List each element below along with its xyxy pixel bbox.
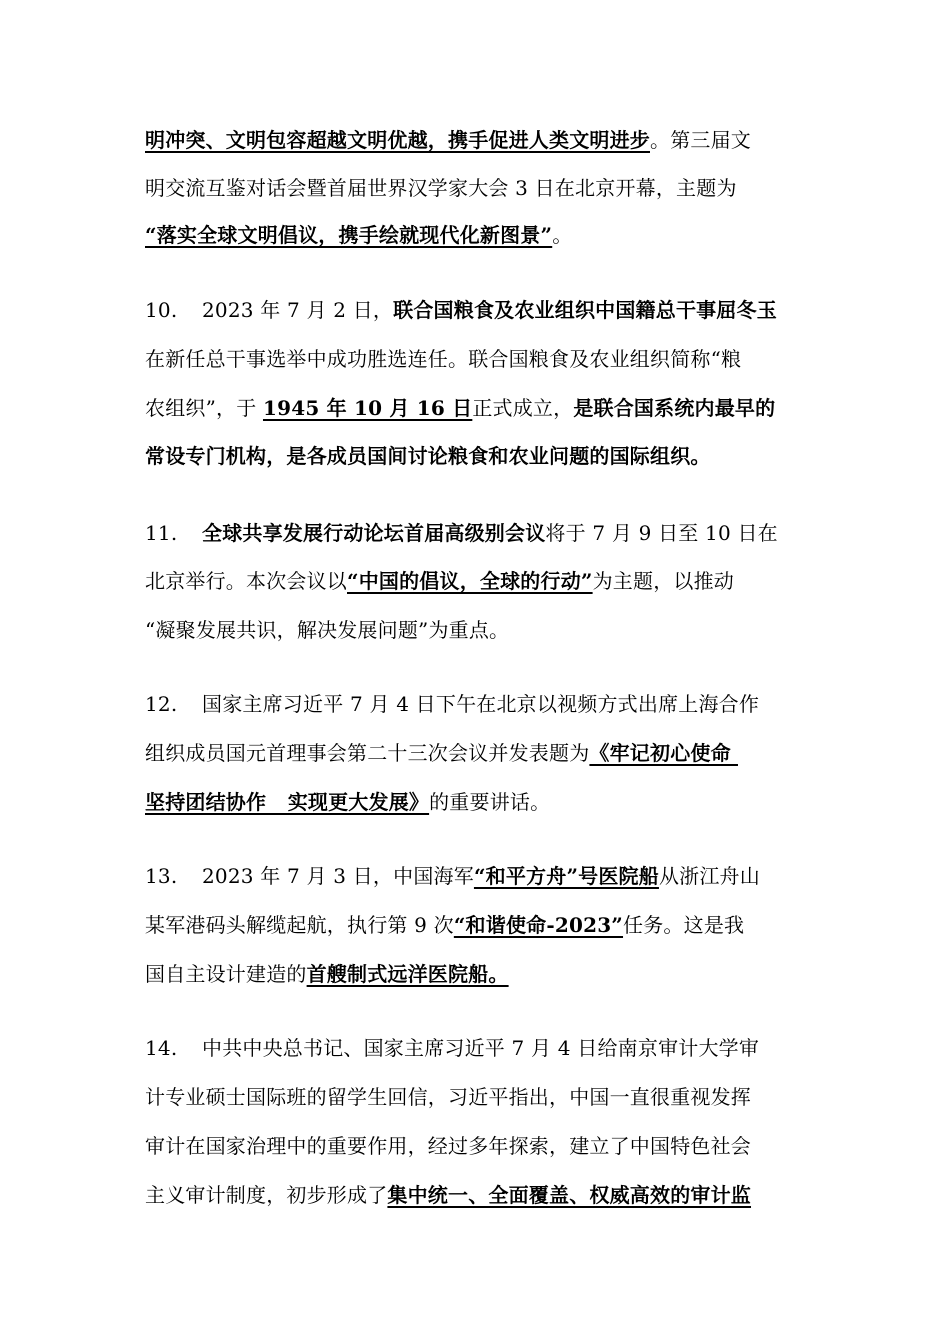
text-segment: 。	[552, 223, 573, 247]
highlighted-text: 全球共享发展行动论坛首届高级别会议	[202, 521, 546, 545]
paragraph-line	[145, 911, 744, 939]
text-segment: 2023 年 7 月 2 日，	[202, 298, 394, 322]
highlighted-text: 常设专门机构，是各成员国间讨论粮食和农业问题的国际组织。	[145, 444, 711, 468]
item-number: 14.	[145, 1036, 178, 1060]
highlighted-text: 《牢记初心使命	[589, 741, 738, 765]
highlighted-text: 集中统一、全面覆盖、权威高效的审计监	[387, 1183, 752, 1207]
item-number: 12.	[145, 692, 178, 716]
paragraph-line	[145, 519, 778, 547]
paragraph-line	[145, 345, 741, 373]
paragraph-line	[145, 567, 734, 595]
paragraph-line	[145, 739, 738, 767]
highlighted-text: 明冲突、文明包容超越文明优越，携手促进人类文明进步	[145, 128, 650, 152]
paragraph-line	[145, 862, 760, 890]
text-segment: 将于 7 月 9 日至 10 日在	[545, 521, 778, 545]
highlighted-text: “落实全球文明倡议，携手绘就现代化新图景”	[145, 223, 553, 247]
text-segment: 审计在国家治理中的重要作用，经过多年探索，建立了中国特色社会	[145, 1134, 751, 1158]
text-segment: 国家主席习近平 7 月 4 日下午在北京以视频方式出席上海合作	[202, 692, 760, 716]
paragraph-line	[145, 1181, 751, 1209]
text-segment: 任务。这是我	[623, 913, 745, 937]
paragraph-line	[145, 221, 572, 249]
paragraph-line	[145, 174, 737, 202]
text-segment: 某军港码头解缆起航，执行第 9 次	[145, 913, 454, 937]
highlighted-text: “和谐使命-2023”	[453, 913, 624, 937]
text-segment: 农组织”，于	[145, 396, 263, 420]
paragraph-line	[145, 1132, 751, 1160]
text-segment: 中共中央总书记、国家主席习近平 7 月 4 日给南京审计大学审	[202, 1036, 760, 1060]
highlighted-text: “中国的倡议，全球的行动”	[347, 569, 593, 593]
text-segment: 在新任总干事选举中成功胜选连任。联合国粮食及农业组织简称“粮	[145, 347, 742, 371]
highlighted-text: 是联合国系统内最早的	[573, 396, 776, 420]
paragraph-line	[145, 1083, 751, 1111]
text-segment: 北京举行。本次会议以	[145, 569, 347, 593]
highlighted-text: 首艘制式远洋医院船。	[306, 962, 509, 986]
highlighted-text: 联合国粮食及农业组织中国籍总干事屈冬玉	[393, 298, 777, 322]
paragraph-line	[145, 690, 759, 718]
item-number: 11.	[145, 521, 178, 545]
text-segment: 组织成员国元首理事会第二十三次会议并发表题为	[145, 741, 590, 765]
text-segment: 国自主设计建造的	[145, 962, 307, 986]
paragraph-line	[145, 616, 509, 644]
item-number: 13.	[145, 864, 178, 888]
text-segment: 。第三届文	[650, 128, 751, 152]
paragraph-line	[145, 960, 509, 988]
text-segment: 计专业硕士国际班的留学生回信，习近平指出，中国一直很重视发挥	[145, 1085, 751, 1109]
paragraph-line	[145, 126, 751, 154]
text-segment: 主义审计制度，初步形成了	[145, 1183, 388, 1207]
item-number: 10.	[145, 298, 178, 322]
text-segment: 的重要讲话。	[429, 790, 551, 814]
text-segment: “凝聚发展共识，解决发展问题”为重点。	[145, 618, 510, 642]
text-segment: 2023 年 7 月 3 日，中国海军	[202, 864, 474, 888]
paragraph-line	[145, 296, 777, 324]
highlighted-text: 1945 年 10 月 16 日	[262, 396, 473, 420]
text-segment: 正式成立，	[472, 396, 574, 420]
paragraph-line	[145, 394, 775, 422]
paragraph-line	[145, 788, 550, 816]
text-segment: 从浙江舟山	[658, 864, 760, 888]
highlighted-text: “和平方舟”号医院船	[473, 864, 659, 888]
text-segment: 为主题，以推动	[592, 569, 735, 593]
paragraph-line	[145, 1034, 759, 1062]
highlighted-text: 坚持团结协作 实现更大发展》	[145, 790, 430, 814]
text-segment: 明交流互鉴对话会暨首届世界汉学家大会 3 日在北京开幕，主题为	[145, 176, 737, 200]
paragraph-line	[145, 442, 711, 470]
